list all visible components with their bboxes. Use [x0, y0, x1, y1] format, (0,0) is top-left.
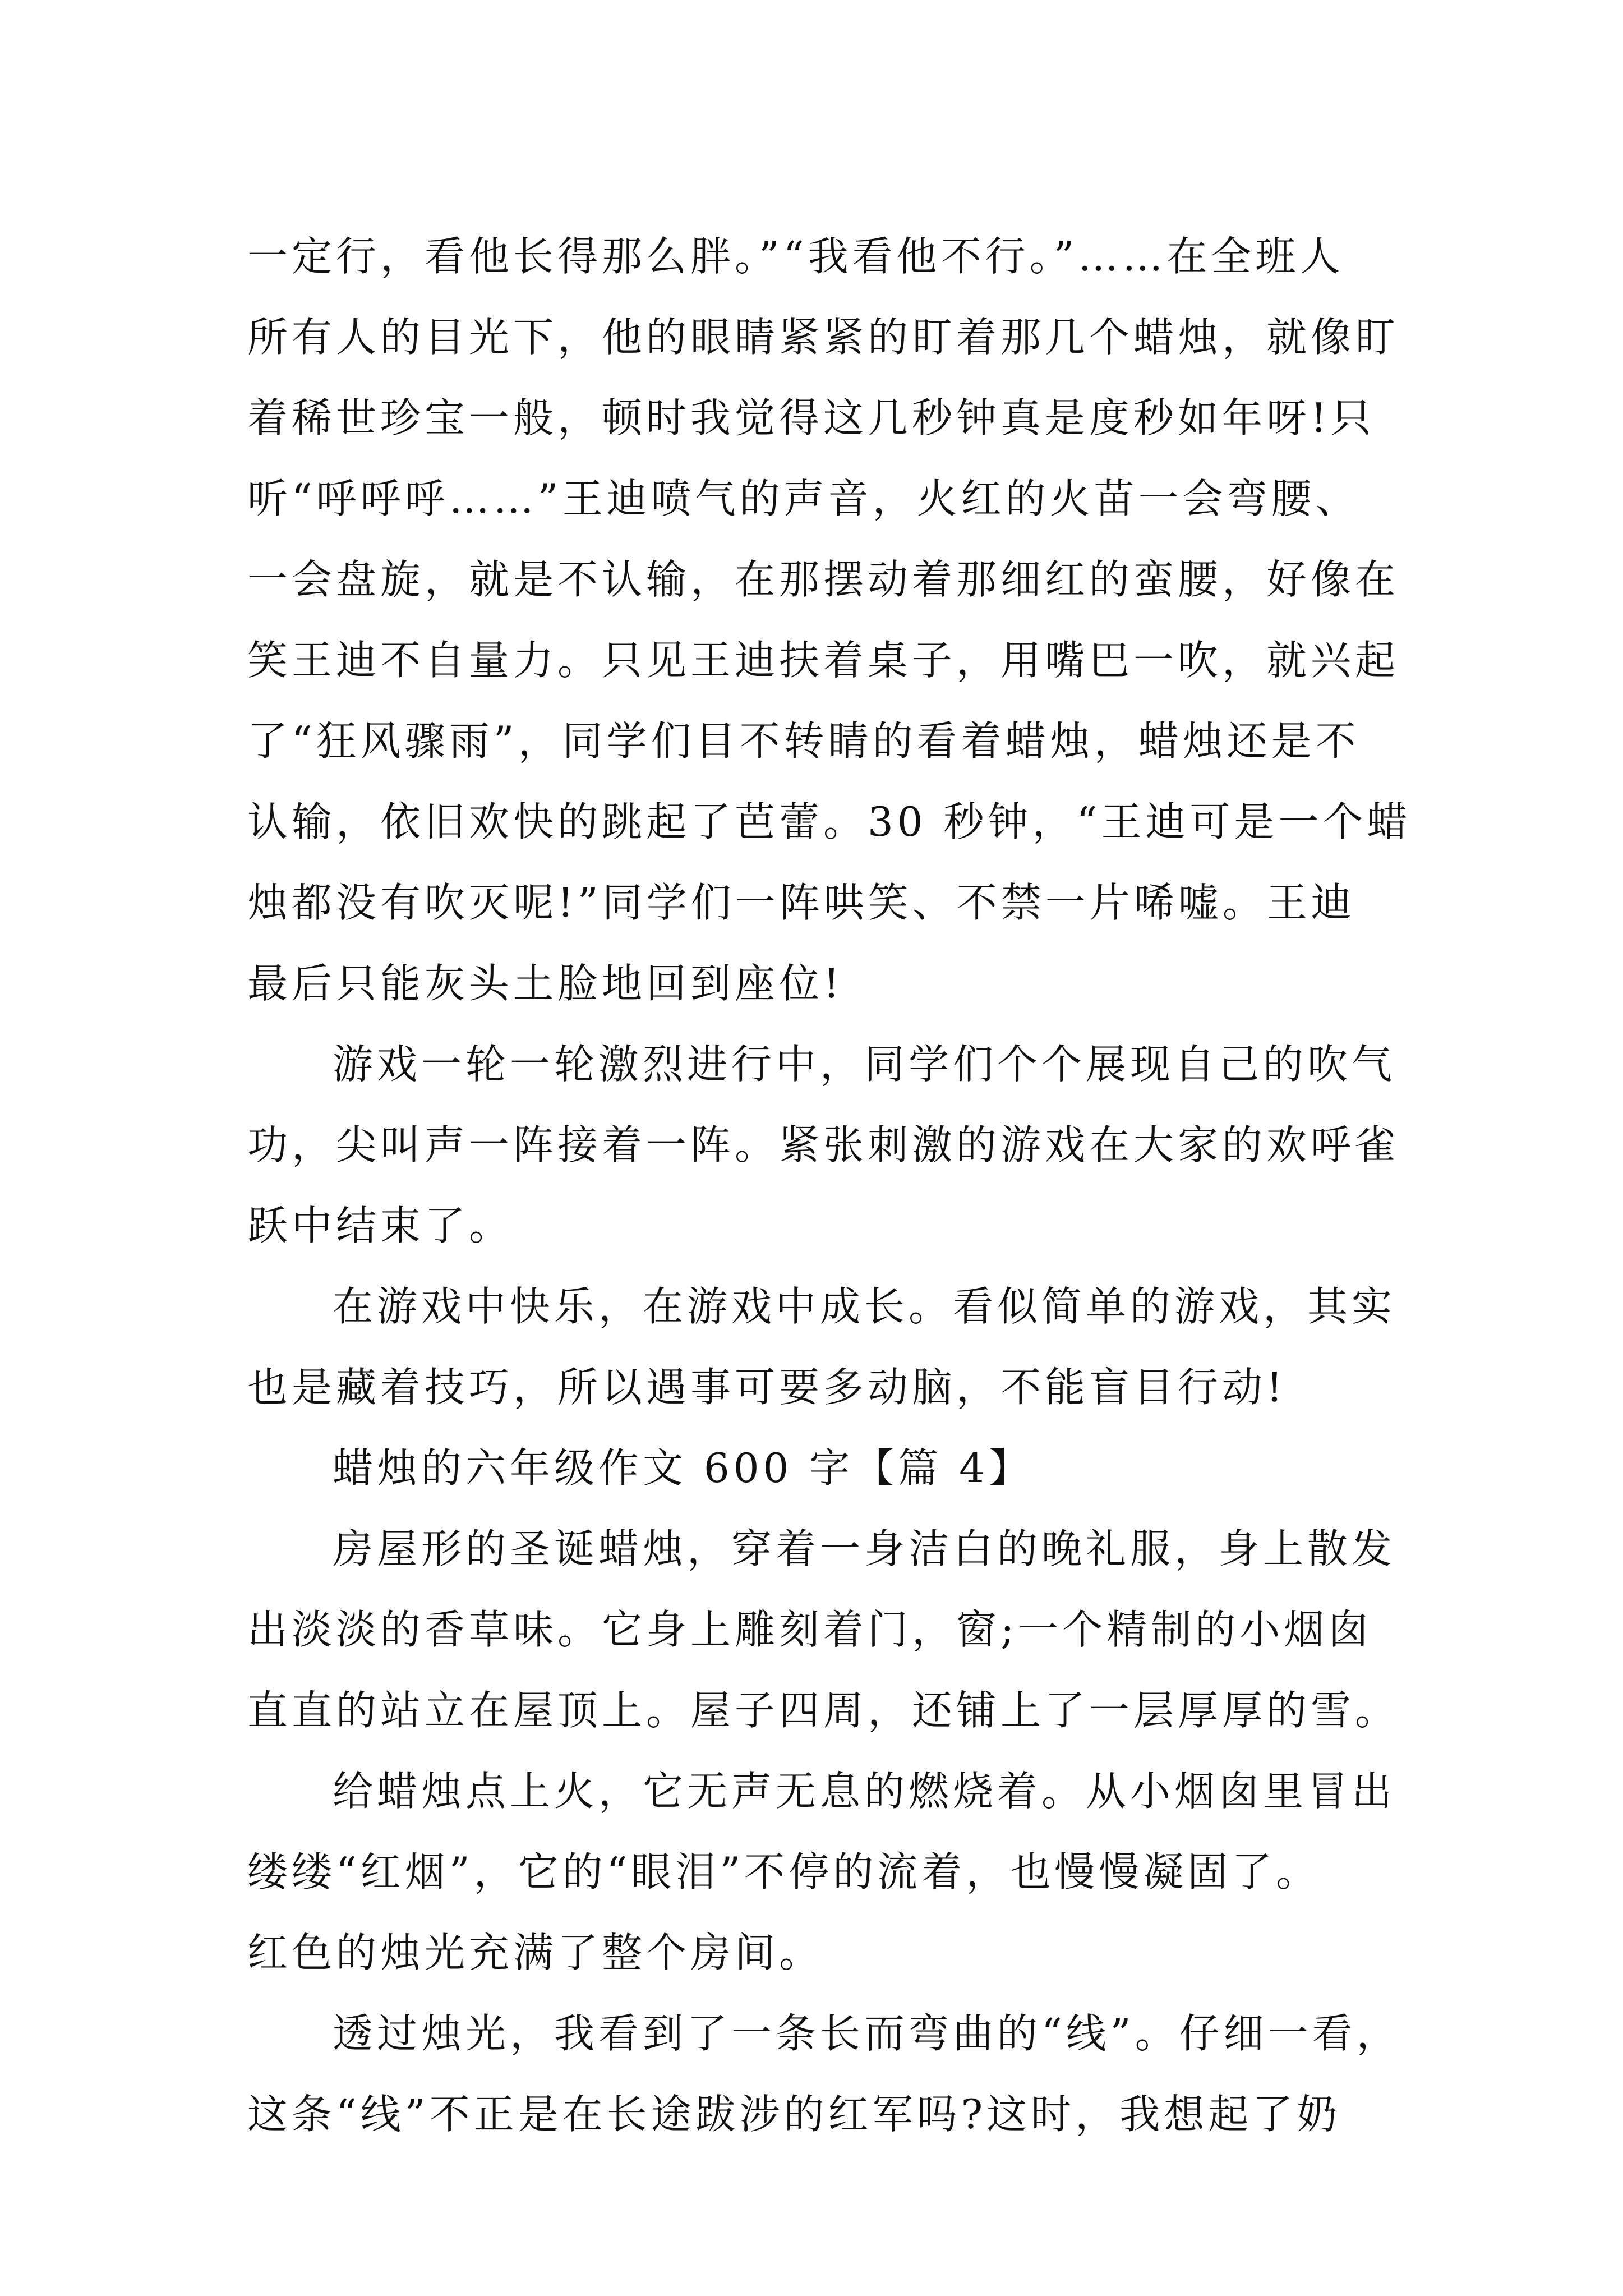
paragraph-first-line: 游戏一轮一轮激烈进行中，同学们个个展现自己的吹气: [333, 1041, 1396, 1088]
text-line: 了“狂风骤雨”，同学们目不转睛的看着蜡烛，蜡烛还是不: [247, 717, 1360, 765]
paragraph-first-line: 透过烛光，我看到了一条长而弯曲的“线”。仔细一看，: [333, 2010, 1401, 2057]
text-line: 缕缕“红烟”，它的“眼泪”不停的流着，也慢慢凝固了。: [247, 1848, 1321, 1895]
text-line: 一定行，看他长得那么胖。”“我看他不行。”……在全班人: [247, 233, 1344, 280]
text-line: 功，尖叫声一阵接着一阵。紧张刺激的游戏在大家的欢呼雀: [247, 1121, 1400, 1168]
text-line: 烛都没有吹灭呢!”同学们一阵哄笑、不禁一片唏嘘。王迪: [247, 879, 1355, 926]
text-line: 这条“线”不正是在长途跋涉的红军吗?这时，我想起了奶: [247, 2091, 1341, 2138]
text-line: 认输，依旧欢快的跳起了芭蕾。30 秒钟，“王迪可是一个蜡: [247, 798, 1412, 845]
text-line: 红色的烛光充满了整个房间。: [247, 1929, 824, 1976]
paragraph-first-line: 房屋形的圣诞蜡烛，穿着一身洁白的晚礼服，身上散发: [333, 1525, 1396, 1572]
text-line: 最后只能灰头土脸地回到座位!: [247, 960, 843, 1007]
section-heading: 蜡烛的六年级作文 600 字【篇 4】: [333, 1444, 1033, 1492]
paragraph-first-line: 在游戏中快乐，在游戏中成长。看似简单的游戏，其实: [333, 1283, 1396, 1330]
text-line: 跃中结束了。: [247, 1202, 514, 1249]
text-line: 也是藏着技巧，所以遇事可要多动脑，不能盲目行动!: [247, 1364, 1287, 1411]
text-line: 直直的站立在屋顶上。屋子四周，还铺上了一层厚厚的雪。: [247, 1687, 1400, 1734]
text-line: 出淡淡的香草味。它身上雕刻着门，窗;一个精制的小烟囱: [247, 1606, 1373, 1653]
text-line: 一会盘旋，就是不认输，在那摆动着那细红的蛮腰，好像在: [247, 556, 1400, 603]
body-text: [247, 216, 1412, 2155]
text-line: 听“呼呼呼……”王迪喷气的声音，火红的火苗一会弯腰、: [247, 475, 1360, 522]
text-line: 着稀世珍宝一般，顿时我觉得这几秒钟真是度秒如年呀!只: [247, 394, 1375, 441]
text-line: 笑王迪不自量力。只见王迪扶着桌子，用嘴巴一吹，就兴起: [247, 637, 1400, 684]
paragraph-first-line: 给蜡烛点上火，它无声无息的燃烧着。从小烟囱里冒出: [333, 1768, 1396, 1815]
text-line: 所有人的目光下，他的眼睛紧紧的盯着那几个蜡烛，就像盯: [247, 314, 1400, 361]
